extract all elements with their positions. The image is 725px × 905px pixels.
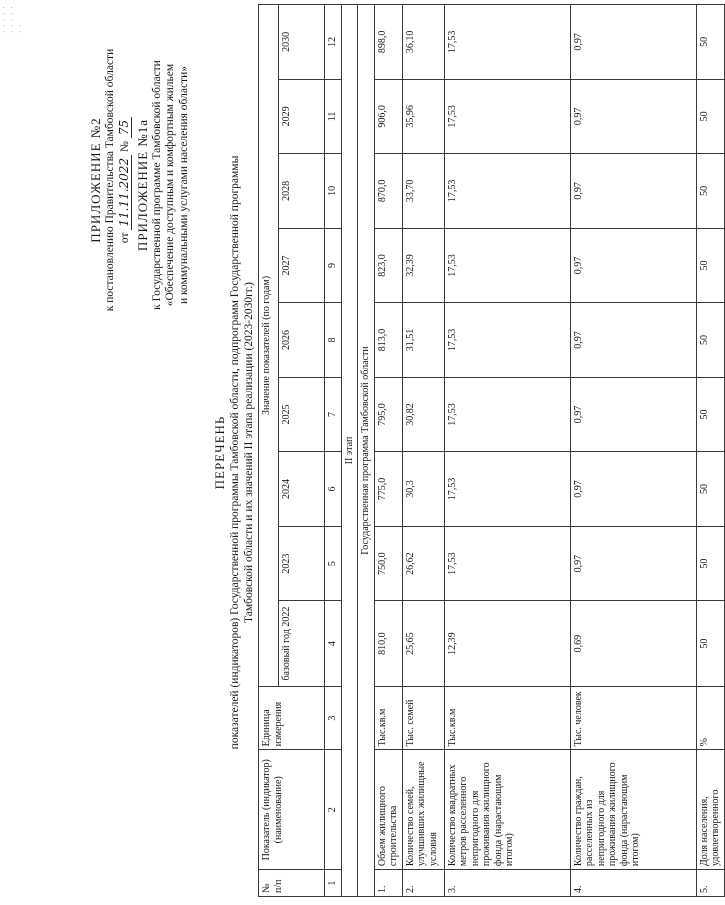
row-indicator-name: Объем жилищного строительства <box>374 750 402 870</box>
column-number: 12 <box>325 5 342 80</box>
row-value: 870,0 <box>374 154 402 229</box>
row-value: 50 <box>696 303 724 378</box>
column-number: 9 <box>325 228 342 303</box>
header-year: 2028 <box>279 154 325 229</box>
perechen-line-2: Тамбовской области и их значений II этапа реализации (2023-2030гг.) <box>242 282 255 623</box>
row-value: 0,97 <box>570 228 696 303</box>
row-value: 50 <box>696 5 724 80</box>
column-number: 5 <box>325 526 342 601</box>
row-unit: Тыс. человек <box>570 686 696 750</box>
row-value: 0,97 <box>570 5 696 80</box>
row-unit: Тыс.кв.м <box>374 686 402 750</box>
row-value: 17,53 <box>444 526 570 601</box>
column-number: 7 <box>325 377 342 452</box>
row-value: 823,0 <box>374 228 402 303</box>
row-value: 906,0 <box>374 79 402 154</box>
annex-1a-line-3: и коммунальными услугами населения области» <box>178 66 191 304</box>
section-label: Государственная программа Тамбовской области <box>358 5 375 897</box>
row-value: 0,97 <box>570 526 696 601</box>
row-unit: Тыс. семей <box>402 686 444 750</box>
row-value: 33,70 <box>402 154 444 229</box>
header-year: 2027 <box>279 228 325 303</box>
annex-1a-block <box>135 10 192 360</box>
row-value: 795,0 <box>374 377 402 452</box>
row-value: 30,82 <box>402 377 444 452</box>
annex-2-number: 75 <box>117 117 132 138</box>
row-value: 25,65 <box>402 601 444 687</box>
row-value: 17,53 <box>444 154 570 229</box>
header-year: 2023 <box>279 526 325 601</box>
annex-2-block <box>88 15 133 345</box>
row-number: 4. <box>570 870 696 897</box>
table-row <box>570 5 696 897</box>
perechen-heading <box>212 10 256 895</box>
row-indicator-name: Доля населения, удовлетворенного <box>696 750 724 870</box>
header-name: Показатель (индикатор) (наименование) <box>259 750 325 870</box>
row-value: 30,3 <box>402 452 444 527</box>
row-indicator-name: Количество квадратных метров расселенного непригодного для проживания жилищного фонда (нарастающим итогом) <box>444 750 570 870</box>
table-row <box>444 5 570 897</box>
header-unit: Единица измерения <box>259 686 325 750</box>
header-year: 2029 <box>279 79 325 154</box>
row-value: 36,10 <box>402 5 444 80</box>
column-number: 4 <box>325 601 342 687</box>
header-base-year: базовый год 2022 <box>279 601 325 687</box>
edge-mark: · · · · · · · · · · · · <box>0 5 24 33</box>
row-value: 35,96 <box>402 79 444 154</box>
annex-2-num-label: № <box>119 141 132 153</box>
table-row <box>374 5 402 897</box>
row-number: 3. <box>444 870 570 897</box>
column-number: 10 <box>325 154 342 229</box>
column-number: 8 <box>325 303 342 378</box>
row-value: 17,53 <box>444 228 570 303</box>
annex-1a-line-1: к Государственной программе Тамбовской области <box>150 60 163 310</box>
row-value: 17,53 <box>444 79 570 154</box>
row-value: 50 <box>696 79 724 154</box>
row-value: 0,69 <box>570 601 696 687</box>
stage-row <box>341 5 358 897</box>
row-number: 2. <box>402 870 444 897</box>
header-num: № п/п <box>259 870 325 897</box>
row-value: 32,39 <box>402 228 444 303</box>
row-value: 50 <box>696 526 724 601</box>
row-value: 0,97 <box>570 452 696 527</box>
row-number: 5. <box>696 870 724 897</box>
row-value: 50 <box>696 228 724 303</box>
row-value: 750,0 <box>374 526 402 601</box>
header-values: Значение показателей (по годам) <box>259 5 279 687</box>
header-year: 2024 <box>279 452 325 527</box>
row-indicator-name: Количество граждан, расселенных из непригодного для проживания жилищного фонда (нарастающим итогом) <box>570 750 696 870</box>
row-value: 12,39 <box>444 601 570 687</box>
column-number: 3 <box>325 686 342 750</box>
row-value: 17,53 <box>444 303 570 378</box>
annex-2-from-label: от <box>119 232 132 244</box>
row-value: 31,51 <box>402 303 444 378</box>
annex-2-title: ПРИЛОЖЕНИЕ №2 <box>88 117 103 243</box>
header-year: 2030 <box>279 5 325 80</box>
row-value: 17,53 <box>444 377 570 452</box>
annex-2-date: 11.11.2022 <box>117 155 132 230</box>
row-value: 17,53 <box>444 5 570 80</box>
column-number: 1 <box>325 870 342 897</box>
table-row <box>402 5 444 897</box>
row-value: 0,97 <box>570 154 696 229</box>
row-value: 50 <box>696 452 724 527</box>
column-number: 2 <box>325 750 342 870</box>
perechen-line-1: показателей (индикаторов) Государственной программы Тамбовской области, подпрограмм Государственной программы <box>228 155 241 750</box>
row-value: 50 <box>696 601 724 687</box>
row-value: 50 <box>696 154 724 229</box>
annex-1a-title: ПРИЛОЖЕНИЕ №1а <box>135 118 150 252</box>
annex-2-decree-line: к постановлению Правительства Тамбовской области <box>103 48 116 312</box>
row-value: 50 <box>696 377 724 452</box>
table-row <box>696 5 724 897</box>
row-value: 0,97 <box>570 303 696 378</box>
column-number-row <box>325 5 342 897</box>
row-value: 0,97 <box>570 377 696 452</box>
row-unit: % <box>696 686 724 750</box>
row-unit: Тыс.кв.м <box>444 686 570 750</box>
header-row-1 <box>259 5 279 897</box>
row-value: 17,53 <box>444 452 570 527</box>
indicators-table <box>258 4 725 897</box>
row-number: 1. <box>374 870 402 897</box>
column-number: 11 <box>325 79 342 154</box>
row-value: 813,0 <box>374 303 402 378</box>
annex-1a-line-2: «Обеспечение доступным и комфортным жильем <box>164 63 177 307</box>
row-value: 775,0 <box>374 452 402 527</box>
section-row <box>358 5 375 897</box>
row-indicator-name: Количество семей, улучшивших жилищные условия <box>402 750 444 870</box>
row-value: 26,62 <box>402 526 444 601</box>
column-number: 6 <box>325 452 342 527</box>
annex-2-date-line <box>117 15 133 345</box>
row-value: 810,0 <box>374 601 402 687</box>
stage-label: II этап <box>341 5 358 897</box>
perechen-title: ПЕРЕЧЕНЬ <box>212 415 227 490</box>
header-year: 2026 <box>279 303 325 378</box>
header-year: 2025 <box>279 377 325 452</box>
row-value: 0,97 <box>570 79 696 154</box>
row-value: 898,0 <box>374 5 402 80</box>
